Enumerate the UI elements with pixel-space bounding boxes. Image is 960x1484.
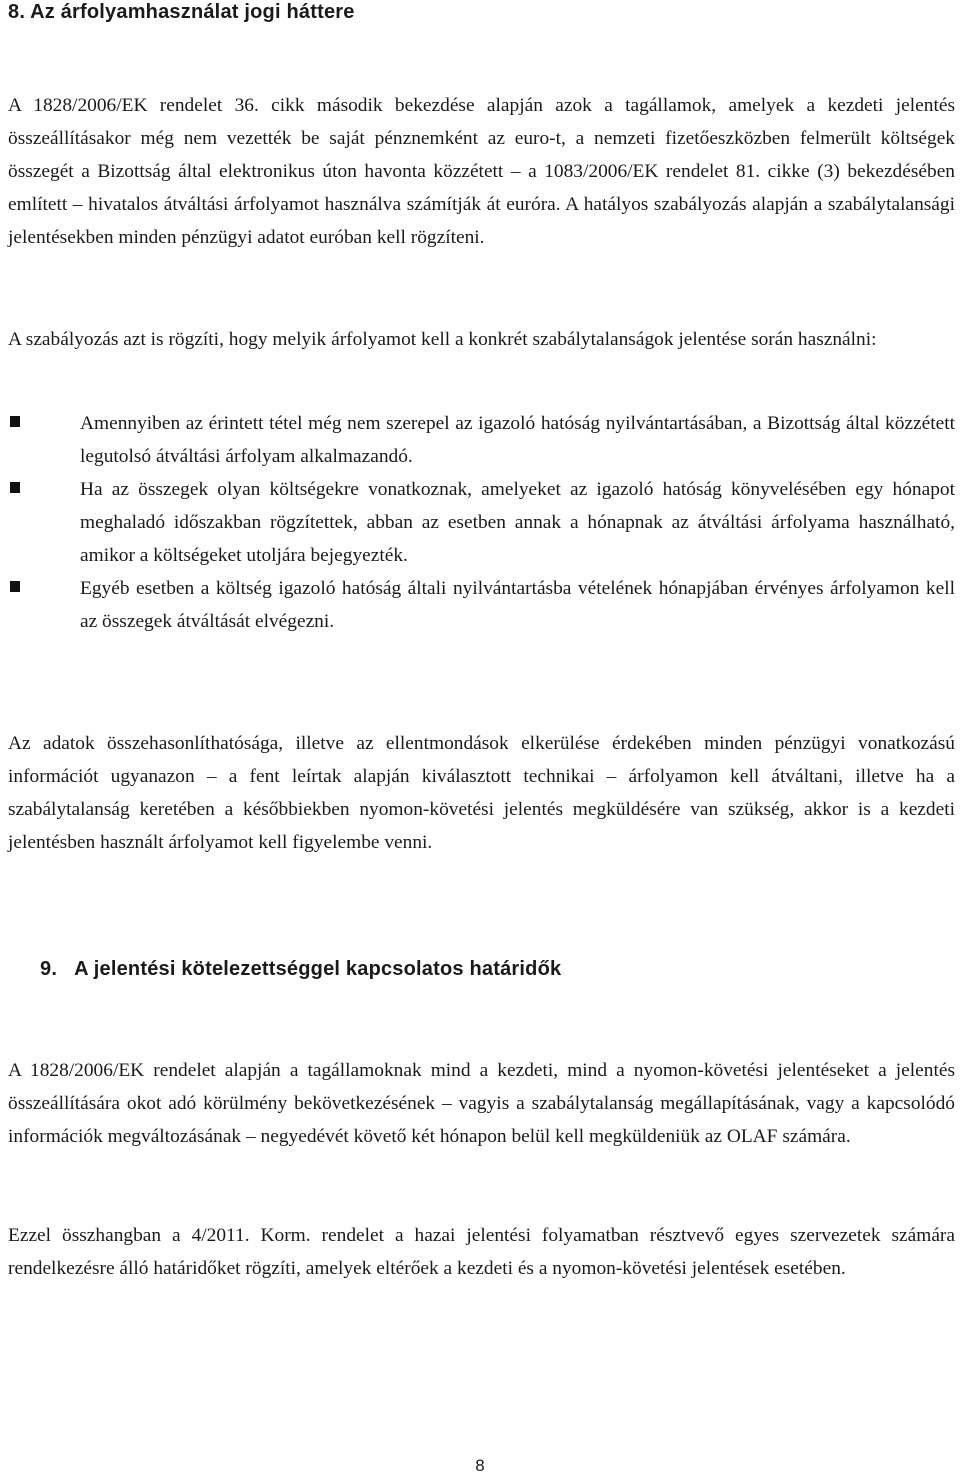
list-item-text: Egyéb esetben a költség igazoló hatóság általi nyilvántartásba vételének hónapjában érvényes árfolyamon kell az összegek átváltását elvégezni. [80,578,955,632]
section-8-paragraph-2: A szabályozás azt is rögzíti, hogy melyik árfolyamot kell a konkrét szabálytalanságok jelentése során használni: [8,329,877,350]
list-item [8,407,955,473]
section-9-title: A jelentési kötelezettséggel kapcsolatos határidők [74,958,562,980]
section-9-heading [40,956,561,982]
section-8-heading [8,0,355,25]
square-bullet-icon [10,482,20,493]
section-9-number: 9. [40,958,58,980]
page-number: 8 [475,1456,485,1475]
section-8-title: Az árfolyamhasználat jogi háttere [30,1,355,23]
list-item-text: Amennyiben az érintett tétel még nem szerepel az igazoló hatóság nyilvántartásában, a Bizottság által közzétett legutolsó átváltási árfolyam alkalmazandó. [80,413,955,467]
section-9-paragraph-2: Ezzel összhangban a 4/2011. Korm. rendelet a hazai jelentési folyamatban résztvevő egyes szervezetek számára rendelkezésre álló határidőket rögzíti, amelyek eltérőek a kezdeti és a nyomon-követési jelentések esetében. [8,1225,955,1279]
section-8-number: 8. [8,1,26,23]
square-bullet-icon [10,581,20,592]
list-item [8,473,955,572]
section-9-paragraph-1: A 1828/2006/EK rendelet alapján a tagállamoknak mind a kezdeti, mind a nyomon-követési jelentéseket a jelentés összeállítására okot adó körülmény bekövetkezésének – vagyis a szabálytalanság megállapításának, vagy a kapcsolódó információk megváltozásának – negyedévét követő két hónapon belül kell megküldeniük az OLAF számára. [8,1060,955,1147]
section-8-closing-paragraph: Az adatok összehasonlíthatósága, illetve az ellentmondások elkerülése érdekében minden pénzügyi vonatkozású információt ugyanazon – a fent leírtak alapján kiválasztott technikai – árfolyamon kell átváltani, illetve ha a szabálytalanság keretében a későbbiekben nyomon-követési jelentés megküldésére van szükség, akkor is a kezdeti jelentésben használt árfolyamot kell figyelembe venni. [8,733,955,853]
square-bullet-icon [10,416,20,427]
list-item-text: Ha az összegek olyan költségekre vonatkoznak, amelyeket az igazoló hatóság könyvelésében egy hónapot meghaladó időszakban rögzítettek, abban az esetben annak a hónapnak az átváltási árfolyama használható, amikor a költségeket utoljára bejegyezték. [80,479,955,566]
section-8-paragraph-1: A 1828/2006/EK rendelet 36. cikk második bekezdése alapján azok a tagállamok, amelyek a kezdeti jelentés összeállításakor még nem vezették be saját pénznemként az euro-t, a nemzeti fizetőeszközben felmerült költségek összegét a Bizottság által elektronikus úton havonta közzétett – a 1083/2006/EK rendelet 81. cikke (3) bekezdésében említett – hivatalos átváltási árfolyamot használva számítják át euróra. A hatályos szabályozás alapján a szabálytalansági jelentésekben minden pénzügyi adatot euróban kell rögzíteni. [8,95,955,248]
exchange-rate-rules-list [8,407,955,638]
list-item [8,572,955,638]
